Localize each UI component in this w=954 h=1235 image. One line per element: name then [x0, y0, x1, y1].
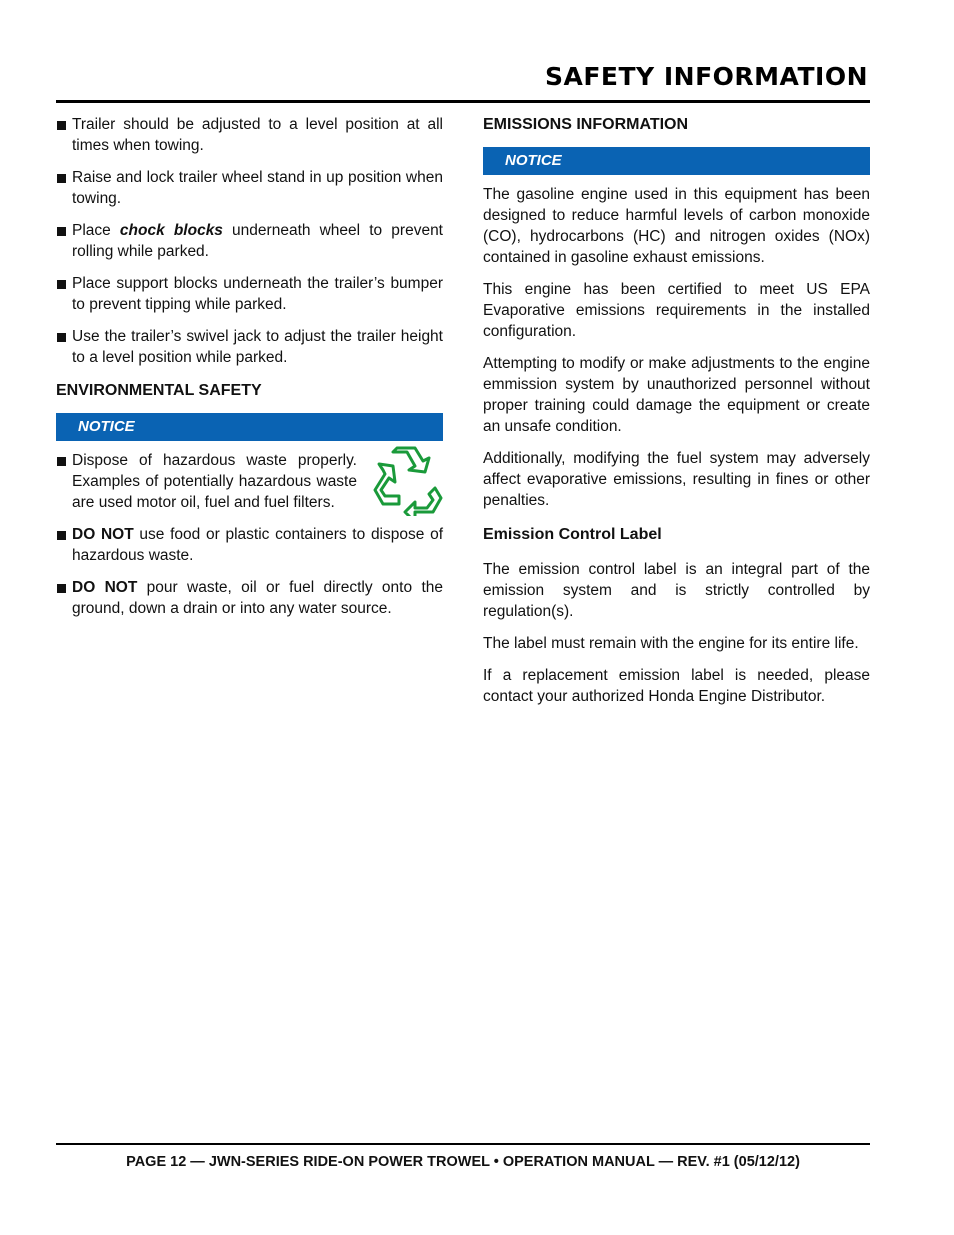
bullet-square — [57, 584, 66, 593]
footer-rule — [56, 1143, 870, 1145]
bullet-square — [57, 121, 66, 130]
list-item — [56, 450, 357, 513]
bullet-text: pour waste, oil or fuel directly onto the ground, down a drain or into any water source. — [72, 579, 443, 617]
notice-bar: NOTICE — [483, 147, 870, 175]
notice-bar: NOTICE — [56, 413, 443, 441]
page-footer: PAGE 12 — JWN-SERIES RIDE-ON POWER TROWEL • OPERATION MANUAL — REV. #1 (05/12/12) — [126, 1154, 800, 1170]
list-item — [56, 273, 443, 315]
left-column — [56, 112, 443, 619]
header-rule — [56, 100, 870, 103]
list-item — [56, 114, 443, 156]
chock-blocks-emphasis: chock blocks — [119, 222, 223, 239]
bullet-square — [57, 457, 66, 466]
recycle-icon — [371, 444, 443, 516]
bullet-text: Place — [72, 222, 120, 239]
bullet-square — [57, 333, 66, 342]
list-item — [56, 577, 443, 619]
bullet-text: Dispose of hazardous waste properly. Examples of potentially hazardous waste are used motor oil, fuel and fuel filters. — [72, 452, 357, 511]
do-not-label: DO NOT — [72, 526, 134, 543]
do-not-label: DO NOT — [72, 579, 138, 596]
bullet-square — [57, 531, 66, 540]
bullet-square — [57, 174, 66, 183]
environmental-safety-heading: ENVIRONMENTAL SAFETY — [56, 382, 262, 399]
recycle-row — [56, 450, 443, 513]
paragraph: Additionally, modifying the fuel system may adversely affect evaporative emissions, resulting in fines or other penalties. — [483, 450, 870, 509]
list-item — [56, 167, 443, 209]
paragraph: The emission control label is an integral part of the emission system and is strictly controlled by regulation(s). — [483, 561, 870, 620]
emission-control-label-heading: Emission Control Label — [483, 526, 662, 543]
bullet-text: Raise and lock trailer wheel stand in up position when towing. — [72, 169, 443, 207]
bullet-square — [57, 227, 66, 236]
paragraph: The label must remain with the engine for its entire life. — [483, 635, 859, 652]
bullet-text: use food or plastic containers to dispose of hazardous waste. — [72, 526, 443, 564]
bullet-text: underneath wheel to prevent rolling while parked. — [72, 222, 443, 260]
paragraph: Attempting to modify or make adjustments to the engine emmission system by unauthorized personnel without proper training could damage the equipment or create an unsafe condition. — [483, 355, 870, 435]
bullet-text: Trailer should be adjusted to a level position at all times when towing. — [72, 116, 443, 154]
paragraph: This engine has been certified to meet US EPA Evaporative emissions requirements in the installed configuration. — [483, 281, 870, 340]
paragraph: If a replacement emission label is needed, please contact your authorized Honda Engine Distributor. — [483, 667, 870, 705]
page-title: SAFETY INFORMATION — [545, 62, 868, 91]
bullet-text: Place support blocks underneath the trailer’s bumper to prevent tipping while parked. — [72, 275, 443, 313]
list-item — [56, 220, 443, 262]
bullet-text: Use the trailer’s swivel jack to adjust the trailer height to a level position while parked. — [72, 328, 443, 366]
emissions-heading: EMISSIONS INFORMATION — [483, 116, 689, 133]
list-item — [56, 524, 443, 566]
right-column — [483, 112, 870, 707]
bullet-square — [57, 280, 66, 289]
paragraph: The gasoline engine used in this equipment has been designed to reduce harmful levels of carbon monoxide (CO), hydrocarbons (HC) and nitrogen oxides (NOx) contained in gasoline exhaust emissions. — [483, 186, 870, 266]
list-item — [56, 326, 443, 368]
